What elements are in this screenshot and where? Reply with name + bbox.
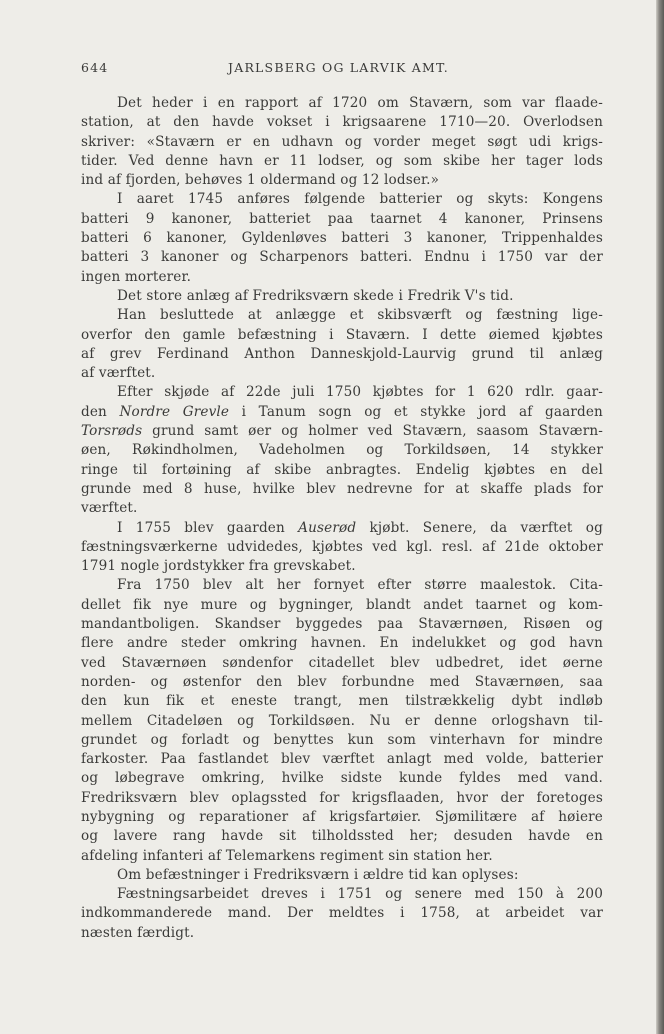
- text-line: dellet fik nye mure og bygninger, blandt andet taarnet og kom-: [81, 596, 603, 613]
- text-line: den Nordre Grevle i Tanum sogn og et stykke jord af gaarden: [81, 403, 603, 420]
- text-line: af grev Ferdinand Anthon Danneskjold-Laurvig grund til anlæg: [81, 345, 603, 362]
- text-line: ved Staværnøen søndenfor citadellet blev udbedret, idet øerne: [81, 654, 603, 671]
- text-line: tider. Ved denne havn er 11 lodser, og som skibe her tager lods: [81, 152, 603, 169]
- text-line: næsten færdigt.: [81, 924, 195, 941]
- page-header: [81, 60, 581, 80]
- text-line: øen, Røkindholmen, Vadeholmen og Torkildsøen, 14 stykker: [81, 442, 603, 459]
- text-line: Torsrøds grund samt øer og holmer ved Staværn, saasom Staværn-: [81, 423, 603, 440]
- text-line: batteri 3 kanoner og Scharpenors batteri. Endnu i 1750 var der: [81, 249, 603, 266]
- page-edge: [656, 0, 664, 1034]
- text-line: afdeling infanteri af Telemarkens regiment sin station her.: [81, 847, 493, 864]
- text-line: ind af fjorden, behøves 1 oldermand og 12 lodser.»: [81, 172, 440, 189]
- text-line: flere andre steder omkring havnen. En indelukket og god havn: [81, 635, 603, 652]
- text-line: norden- og østenfor den blev forbundne med Staværnøen, saa: [81, 673, 603, 690]
- text-line: batteri 6 kanoner, Gyldenløves batteri 3 kanoner, Trippenhaldes: [81, 230, 603, 247]
- text-line: Om befæstninger i Fredriksværn i ældre tid kan oplyses:: [117, 866, 519, 883]
- text-line: grunde med 8 huse, hvilke blev nedrevne for at skaffe plads for: [81, 480, 603, 497]
- text-line: fæstningsværkerne udvidedes, kjøbtes ved kgl. resl. af 21de oktober: [81, 538, 603, 555]
- text-line: nybygning og reparationer af krigsfartøier. Sjømilitære af høiere: [81, 808, 603, 825]
- body-text: [81, 94, 603, 943]
- text-line: indkommanderede mand. Der meldtes i 1758, at arbeidet var: [81, 905, 603, 922]
- text-line: I 1755 blev gaarden Auserød kjøbt. Senere, da værftet og: [117, 519, 603, 536]
- page-number: 644: [81, 60, 109, 75]
- text-line: mandantboligen. Skandser byggedes paa Staværnøen, Risøen og: [81, 616, 603, 633]
- text-line: 1791 nogle jordstykker fra grevskabet.: [81, 558, 356, 575]
- text-line: og lavere rang havde sit tilholdssted her; desuden havde en: [81, 828, 603, 845]
- text-line: den kun fik et eneste trangt, men tilstrækkelig dybt indløb: [81, 693, 603, 710]
- text-line: Det store anlæg af Fredriksværn skede i Fredrik V's tid.: [117, 287, 514, 304]
- text-line: Efter skjøde af 22de juli 1750 kjøbtes for 1 620 rdlr. gaar-: [117, 384, 603, 401]
- text-line: Fæstningsarbeidet dreves i 1751 og senere med 150 à 200: [117, 886, 603, 903]
- text-line: værftet.: [81, 500, 138, 517]
- text-line: ringe til fortøining af skibe anbragtes. Endelig kjøbtes en del: [81, 461, 603, 478]
- text-line: farkoster. Paa fastlandet blev værftet anlagt med volde, batterier: [81, 751, 603, 768]
- text-line: Det heder i en rapport af 1720 om Staværn, som var flaade-: [117, 95, 603, 111]
- text-line: I aaret 1745 anføres følgende batterier og skyts: Kongens: [117, 191, 603, 208]
- text-line: Fra 1750 blev alt her fornyet efter større maalestok. Cita-: [117, 577, 603, 594]
- text-line: station, at den havde vokset i krigsaarene 1710—20. Overlodsen: [81, 114, 603, 131]
- text-line: mellem Citadeløen og Torkildsøen. Nu er denne orlogshavn til-: [81, 712, 603, 729]
- text-line: grundet og forladt og benyttes kun som vinterhavn for mindre: [81, 731, 603, 748]
- text-line: Han besluttede at anlægge et skibsværft og fæstning lige-: [117, 307, 603, 324]
- text-line: ingen morterer.: [81, 268, 192, 285]
- running-title: JARLSBERG OG LARVIK AMT.: [228, 60, 449, 75]
- text-line: batteri 9 kanoner, batteriet paa taarnet 4 kanoner, Prinsens: [81, 210, 603, 227]
- text-line: af værftet.: [81, 365, 156, 382]
- text-line: Fredriksværn blev oplagssted for krigsflaaden, hvor der foretoges: [81, 789, 603, 806]
- text-line: overfor den gamle befæstning i Staværn. I dette øiemed kjøbtes: [81, 326, 603, 343]
- text-line: og løbegrave omkring, hvilke sidste kunde fyldes med vand.: [81, 770, 603, 787]
- text-line: skriver: «Staværn er en udhavn og vorder meget søgt udi krigs-: [81, 133, 603, 150]
